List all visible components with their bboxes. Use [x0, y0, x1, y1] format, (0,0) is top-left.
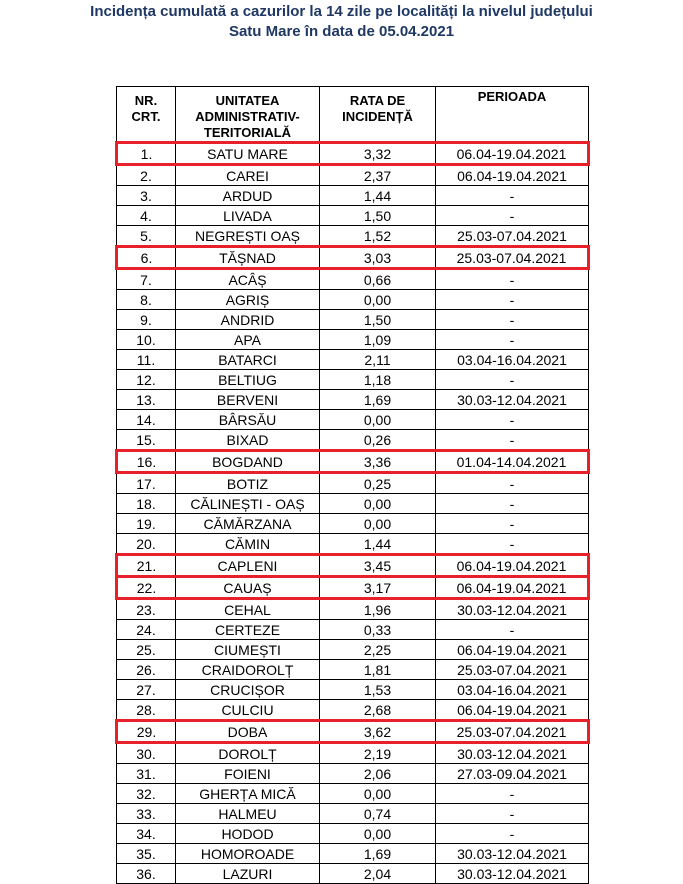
cell-unit-name: HODOD [176, 824, 320, 844]
table-row [117, 721, 589, 743]
cell-rate: 2,19 [320, 743, 436, 764]
cell-nr: 11. [117, 350, 176, 370]
header-period: PERIOADA [436, 87, 589, 143]
cell-unit-name: LIVADA [176, 206, 320, 226]
table-row [117, 577, 589, 599]
cell-nr: 6. [117, 247, 176, 269]
cell-rate: 3,36 [320, 451, 436, 473]
cell-unit-name: CĂLINEȘTI - OAȘ [176, 494, 320, 514]
cell-unit-name: APA [176, 330, 320, 350]
cell-period: - [436, 514, 589, 534]
cell-nr: 7. [117, 269, 176, 290]
cell-rate: 2,11 [320, 350, 436, 370]
cell-period: 30.03-12.04.2021 [436, 390, 589, 410]
table-row [117, 555, 589, 577]
cell-unit-name: BERVENI [176, 390, 320, 410]
cell-nr: 26. [117, 660, 176, 680]
cell-nr: 17. [117, 473, 176, 494]
cell-period: 06.04-19.04.2021 [436, 165, 589, 186]
cell-period: 30.03-12.04.2021 [436, 599, 589, 620]
table-row [117, 804, 589, 824]
cell-period: - [436, 473, 589, 494]
cell-rate: 1,44 [320, 186, 436, 206]
cell-nr: 25. [117, 640, 176, 660]
table-row [117, 824, 589, 844]
cell-unit-name: ANDRID [176, 310, 320, 330]
cell-period: - [436, 804, 589, 824]
cell-nr: 5. [117, 226, 176, 247]
cell-unit-name: CĂMĂRZANA [176, 514, 320, 534]
cell-unit-name: CERTEZE [176, 620, 320, 640]
table-row [117, 680, 589, 700]
table-row [117, 390, 589, 410]
cell-rate: 0,26 [320, 430, 436, 451]
cell-rate: 2,04 [320, 864, 436, 884]
cell-unit-name: CAPLENI [176, 555, 320, 577]
cell-nr: 21. [117, 555, 176, 577]
cell-unit-name: CULCIU [176, 700, 320, 721]
table-row [117, 143, 589, 165]
cell-rate: 1,52 [320, 226, 436, 247]
cell-rate: 1,50 [320, 206, 436, 226]
table-row [117, 784, 589, 804]
table-row [117, 290, 589, 310]
cell-period: 25.03-07.04.2021 [436, 660, 589, 680]
cell-rate: 1,81 [320, 660, 436, 680]
cell-nr: 24. [117, 620, 176, 640]
cell-nr: 16. [117, 451, 176, 473]
table-row [117, 451, 589, 473]
cell-period: - [436, 430, 589, 451]
page-title-line-2: Satu Mare în data de 05.04.2021 [228, 23, 455, 40]
table-row [117, 226, 589, 247]
cell-nr: 12. [117, 370, 176, 390]
cell-unit-name: ARDUD [176, 186, 320, 206]
cell-nr: 34. [117, 824, 176, 844]
cell-nr: 28. [117, 700, 176, 721]
cell-period: - [436, 186, 589, 206]
cell-rate: 1,18 [320, 370, 436, 390]
table-row [117, 864, 589, 884]
cell-unit-name: CRAIDOROLȚ [176, 660, 320, 680]
cell-rate: 0,25 [320, 473, 436, 494]
cell-rate: 0,00 [320, 410, 436, 430]
cell-period: 30.03-12.04.2021 [436, 844, 589, 864]
cell-period: 25.03-07.04.2021 [436, 721, 589, 743]
cell-rate: 3,32 [320, 143, 436, 165]
cell-period: 06.04-19.04.2021 [436, 577, 589, 599]
table-row [117, 410, 589, 430]
cell-period: 03.04-16.04.2021 [436, 680, 589, 700]
table-row [117, 764, 589, 784]
table-row [117, 700, 589, 721]
cell-nr: 30. [117, 743, 176, 764]
table-row [117, 330, 589, 350]
table-row [117, 370, 589, 390]
cell-rate: 2,68 [320, 700, 436, 721]
cell-period: 25.03-07.04.2021 [436, 247, 589, 269]
cell-unit-name: BÂRSĂU [176, 410, 320, 430]
cell-rate: 2,06 [320, 764, 436, 784]
table-row [117, 269, 589, 290]
cell-period: 30.03-12.04.2021 [436, 743, 589, 764]
cell-rate: 2,25 [320, 640, 436, 660]
cell-unit-name: TĂȘNAD [176, 247, 320, 269]
cell-nr: 13. [117, 390, 176, 410]
cell-period: - [436, 784, 589, 804]
cell-rate: 1,50 [320, 310, 436, 330]
header-rate: RATA DE INCIDENȚĂ [320, 87, 436, 143]
cell-period: - [436, 494, 589, 514]
cell-period: 03.04-16.04.2021 [436, 350, 589, 370]
cell-nr: 14. [117, 410, 176, 430]
cell-rate: 0,74 [320, 804, 436, 824]
cell-nr: 32. [117, 784, 176, 804]
cell-nr: 10. [117, 330, 176, 350]
table-row [117, 430, 589, 451]
table-row [117, 620, 589, 640]
cell-nr: 9. [117, 310, 176, 330]
cell-nr: 8. [117, 290, 176, 310]
cell-nr: 36. [117, 864, 176, 884]
cell-unit-name: LAZURI [176, 864, 320, 884]
cell-nr: 31. [117, 764, 176, 784]
cell-rate: 0,66 [320, 269, 436, 290]
cell-period: 06.04-19.04.2021 [436, 700, 589, 721]
cell-period: 06.04-19.04.2021 [436, 143, 589, 165]
cell-rate: 2,37 [320, 165, 436, 186]
cell-unit-name: NEGREȘTI OAȘ [176, 226, 320, 247]
table-row [117, 660, 589, 680]
table-row [117, 599, 589, 620]
cell-unit-name: SATU MARE [176, 143, 320, 165]
cell-nr: 15. [117, 430, 176, 451]
cell-rate: 0,00 [320, 784, 436, 804]
cell-unit-name: ACÂȘ [176, 269, 320, 290]
cell-unit-name: CĂMIN [176, 534, 320, 555]
cell-unit-name: HALMEU [176, 804, 320, 824]
table-row [117, 534, 589, 555]
cell-period: 27.03-09.04.2021 [436, 764, 589, 784]
cell-nr: 22. [117, 577, 176, 599]
table-row [117, 514, 589, 534]
cell-rate: 1,96 [320, 599, 436, 620]
cell-nr: 1. [117, 143, 176, 165]
table-row [117, 743, 589, 764]
cell-unit-name: BIXAD [176, 430, 320, 451]
table-header-row [117, 87, 589, 143]
table-row [117, 350, 589, 370]
cell-rate: 3,17 [320, 577, 436, 599]
cell-rate: 1,69 [320, 844, 436, 864]
table-row [117, 206, 589, 226]
cell-unit-name: BOGDAND [176, 451, 320, 473]
table-row [117, 494, 589, 514]
cell-rate: 1,44 [320, 534, 436, 555]
cell-period: 25.03-07.04.2021 [436, 226, 589, 247]
cell-nr: 2. [117, 165, 176, 186]
cell-nr: 20. [117, 534, 176, 555]
cell-unit-name: AGRIȘ [176, 290, 320, 310]
cell-period: - [436, 620, 589, 640]
cell-nr: 19. [117, 514, 176, 534]
cell-nr: 4. [117, 206, 176, 226]
cell-period: - [436, 824, 589, 844]
cell-period: - [436, 330, 589, 350]
cell-rate: 0,00 [320, 494, 436, 514]
cell-nr: 3. [117, 186, 176, 206]
cell-nr: 23. [117, 599, 176, 620]
cell-unit-name: DOBA [176, 721, 320, 743]
cell-period: 06.04-19.04.2021 [436, 640, 589, 660]
cell-unit-name: DOROLȚ [176, 743, 320, 764]
cell-period: - [436, 269, 589, 290]
table-row [117, 165, 589, 186]
table-row [117, 247, 589, 269]
page-title-line-1: Incidența cumulată a cazurilor la 14 zile pe localități la nivelul județului [90, 3, 593, 20]
cell-rate: 1,69 [320, 390, 436, 410]
table-row [117, 473, 589, 494]
cell-rate: 0,00 [320, 824, 436, 844]
cell-unit-name: HOMOROADE [176, 844, 320, 864]
cell-nr: 35. [117, 844, 176, 864]
cell-nr: 29. [117, 721, 176, 743]
cell-unit-name: CEHAL [176, 599, 320, 620]
table-row [117, 310, 589, 330]
cell-nr: 18. [117, 494, 176, 514]
cell-unit-name: CRUCIȘOR [176, 680, 320, 700]
cell-unit-name: CIUMEȘTI [176, 640, 320, 660]
cell-period: - [436, 370, 589, 390]
cell-unit-name: CAREI [176, 165, 320, 186]
incidence-table [115, 86, 590, 884]
cell-period: - [436, 310, 589, 330]
header-nr-crt: NR. CRT. [117, 87, 176, 143]
cell-unit-name: GHERȚA MICĂ [176, 784, 320, 804]
cell-rate: 0,33 [320, 620, 436, 640]
table-row [117, 186, 589, 206]
cell-period: - [436, 410, 589, 430]
cell-nr: 33. [117, 804, 176, 824]
cell-rate: 3,62 [320, 721, 436, 743]
cell-period: 06.04-19.04.2021 [436, 555, 589, 577]
cell-unit-name: CAUAȘ [176, 577, 320, 599]
cell-rate: 0,00 [320, 514, 436, 534]
cell-rate: 1,53 [320, 680, 436, 700]
cell-period: - [436, 206, 589, 226]
cell-period: - [436, 290, 589, 310]
cell-unit-name: FOIENI [176, 764, 320, 784]
header-unit: UNITATEA ADMINISTRATIV-TERITORIALĂ [176, 87, 320, 143]
cell-rate: 3,03 [320, 247, 436, 269]
cell-rate: 0,00 [320, 290, 436, 310]
cell-unit-name: BOTIZ [176, 473, 320, 494]
cell-period: - [436, 534, 589, 555]
cell-unit-name: BELTIUG [176, 370, 320, 390]
table-row [117, 844, 589, 864]
cell-unit-name: BATARCI [176, 350, 320, 370]
cell-rate: 1,09 [320, 330, 436, 350]
cell-nr: 27. [117, 680, 176, 700]
cell-period: 30.03-12.04.2021 [436, 864, 589, 884]
table-row [117, 640, 589, 660]
cell-rate: 3,45 [320, 555, 436, 577]
cell-period: 01.04-14.04.2021 [436, 451, 589, 473]
